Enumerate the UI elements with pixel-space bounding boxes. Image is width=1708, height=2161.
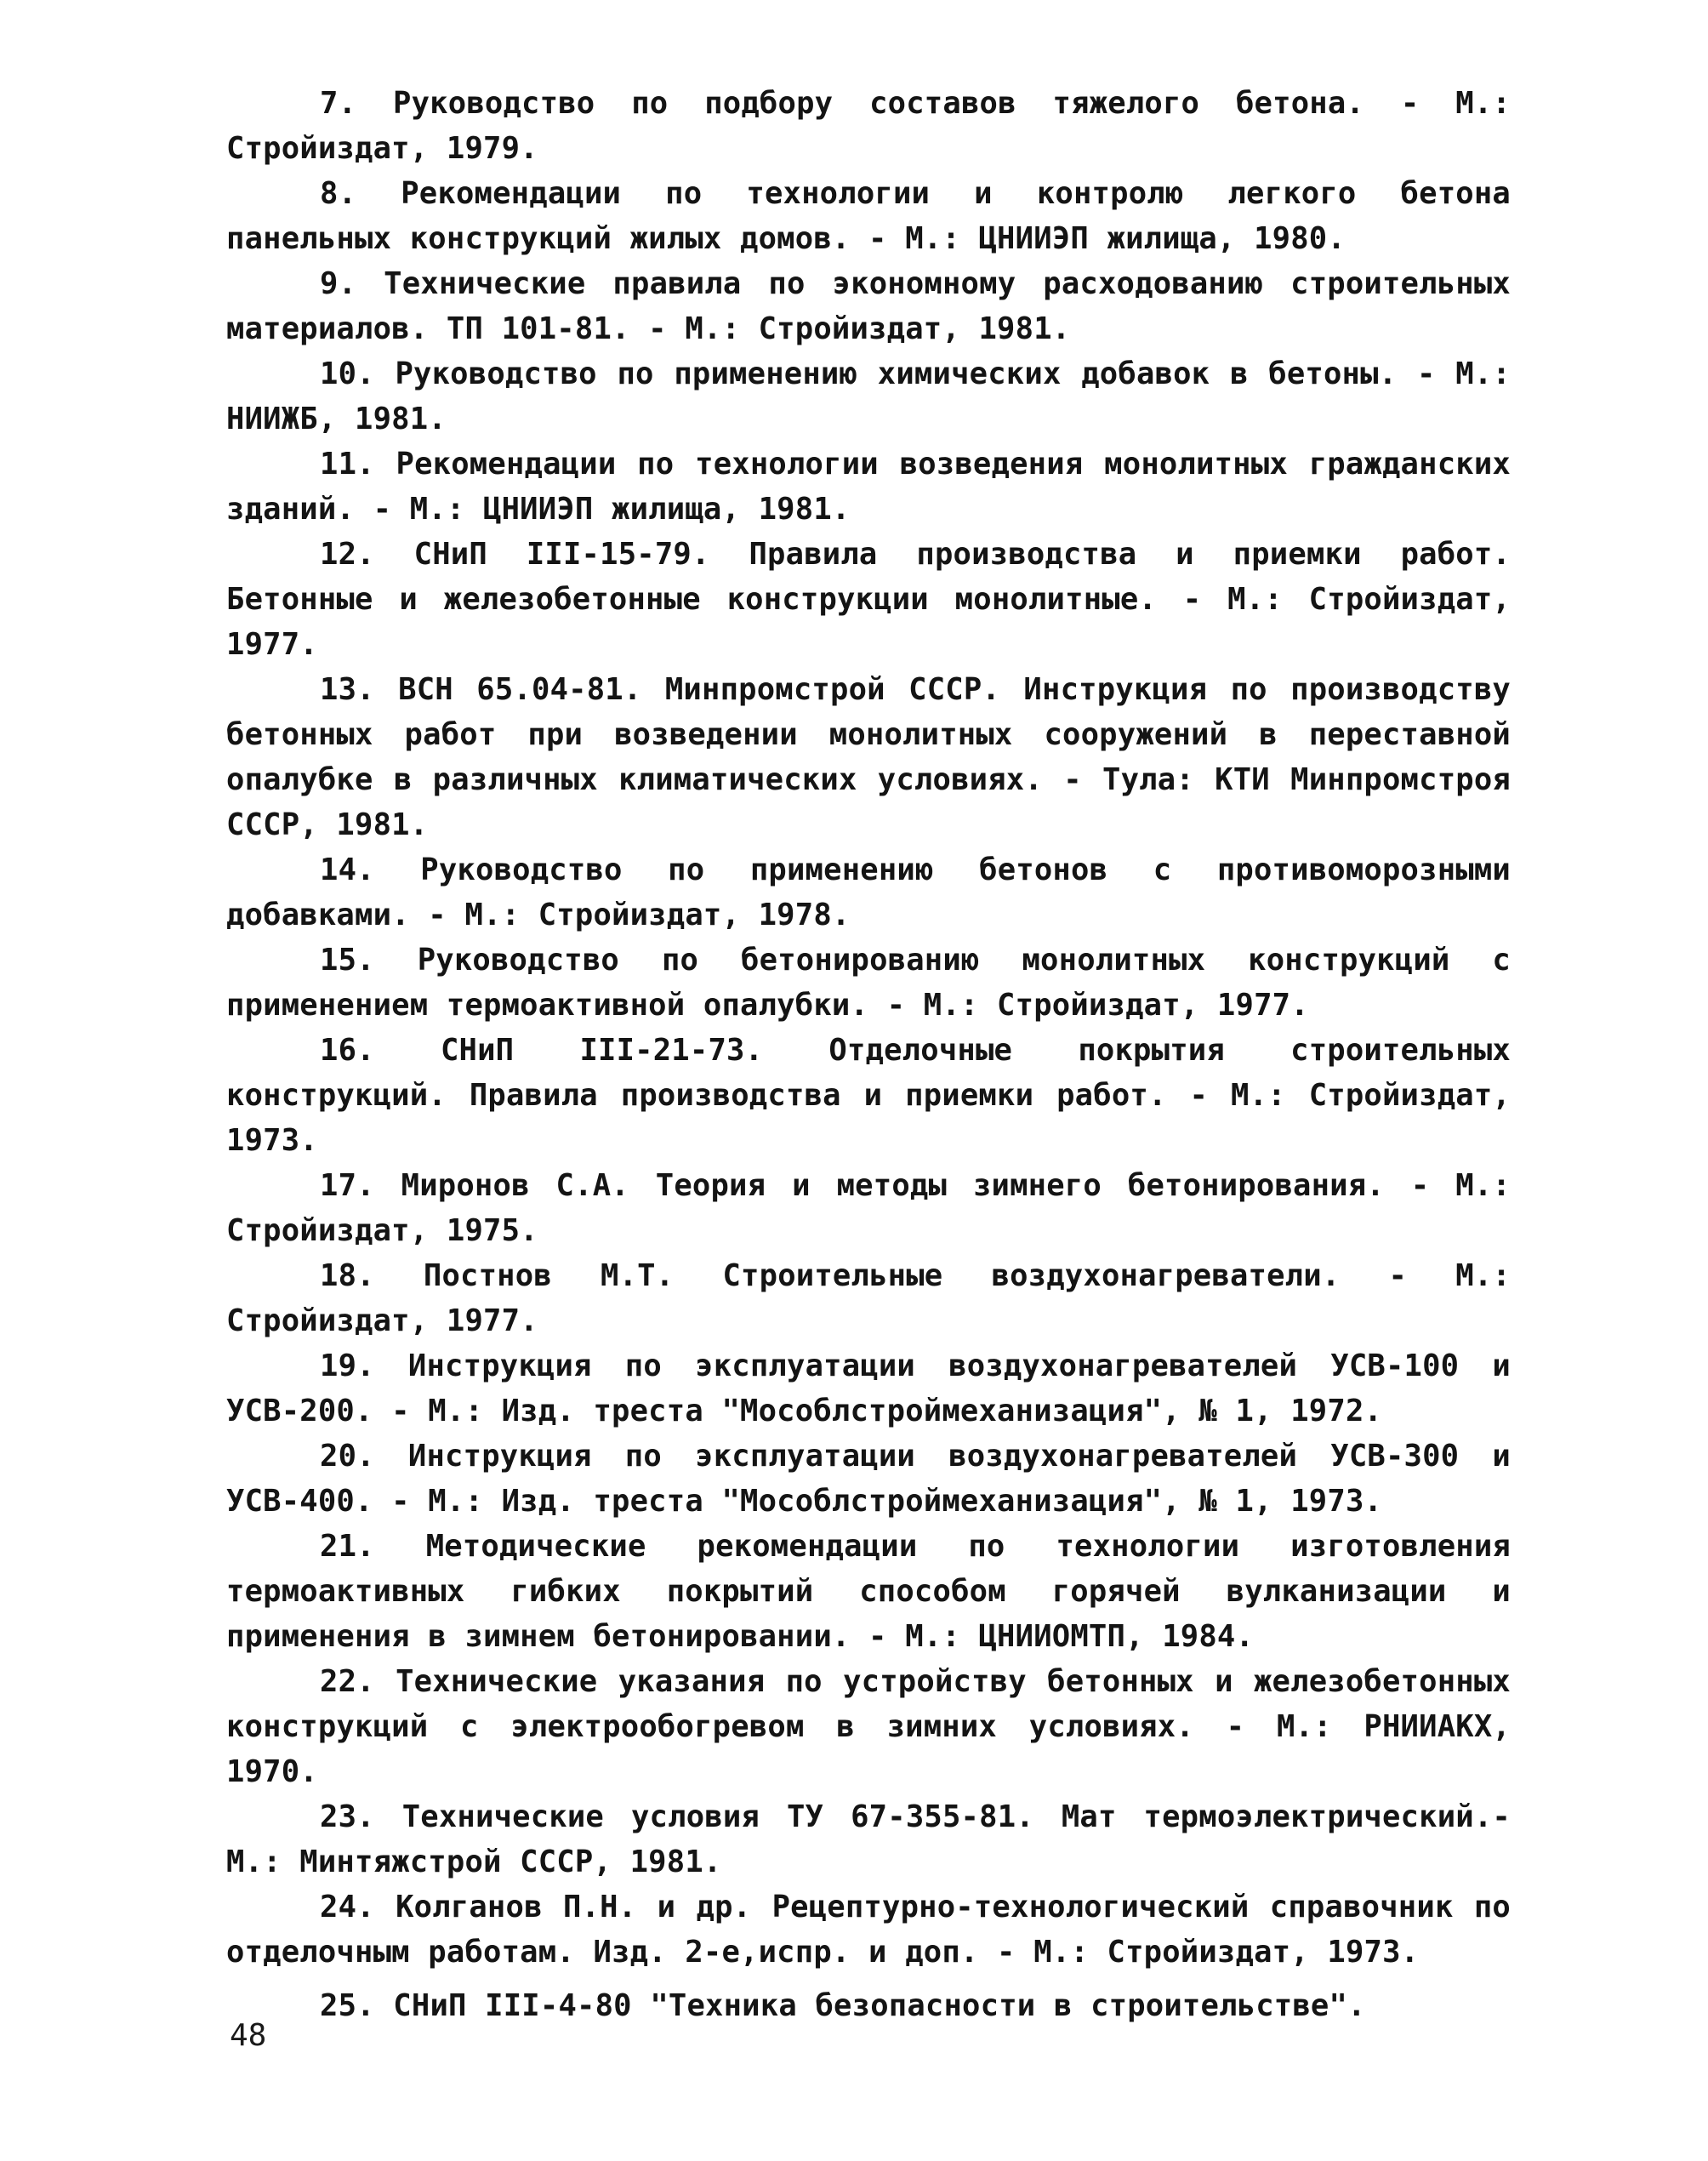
reference-text: Рекомендации по технологии и контролю легкого бетона панельных конструкций жилых домов. - М.: ЦНИИЭП жилища, 1980. <box>226 176 1511 256</box>
reference-item-22 <box>226 1659 1511 1794</box>
reference-item-7 <box>226 81 1511 171</box>
reference-text: Руководство по применению бетонов с противоморозными добавками. - М.: Стройиздат, 1978. <box>226 852 1511 932</box>
reference-number: 22. <box>320 1664 375 1699</box>
reference-number: 16. <box>320 1033 375 1068</box>
reference-number: 23. <box>320 1799 375 1834</box>
reference-number: 12. <box>320 537 375 572</box>
reference-item-17 <box>226 1163 1511 1253</box>
reference-text: Технические указания по устройству бетонных и железобетонных конструкций с электрообогревом в зимних условиях. - М.: РНИИАКХ, 1970. <box>226 1664 1511 1789</box>
reference-item-19 <box>226 1343 1511 1434</box>
reference-number: 7. <box>320 86 357 121</box>
reference-item-9 <box>226 261 1511 351</box>
reference-item-13 <box>226 667 1511 847</box>
reference-text: Технические условия ТУ 67-355-81. Мат термоэлектрический.- М.: Минтяжстрой СССР, 1981. <box>226 1799 1511 1879</box>
reference-text: Технические правила по экономному расходованию строительных материалов. ТП 101-81. - М.: Стройиздат, 1981. <box>226 266 1511 346</box>
reference-number: 24. <box>320 1890 375 1924</box>
reference-item-23 <box>226 1794 1511 1884</box>
reference-text: Инструкция по эксплуатации воздухонагревателей УСВ-100 и УСВ-200. - М.: Изд. треста "Мособлстроймеханизация", № 1, 1972. <box>226 1348 1512 1428</box>
reference-item-18 <box>226 1253 1511 1343</box>
reference-item-12 <box>226 532 1511 667</box>
reference-text: Рекомендации по технологии возведения монолитных гражданских зданий. - М.: ЦНИИЭП жилища, 1981. <box>226 447 1511 527</box>
reference-number: 9. <box>320 266 357 301</box>
reference-text: Руководство по бетонированию монолитных конструкций с применением термоактивной опалубки. - М.: Стройиздат, 1977. <box>226 943 1511 1023</box>
reference-text: СНиП III-15-79. Правила производства и приемки работ. Бетонные и железобетонные конструкции монолитные. - М.: Стройиздат, 1977. <box>226 537 1512 662</box>
reference-item-24 <box>226 1884 1511 1975</box>
reference-number: 15. <box>320 943 375 978</box>
reference-number: 19. <box>320 1348 375 1383</box>
reference-item-25 <box>226 1983 1511 2028</box>
reference-text: Постнов М.Т. Строительные воздухонагреватели. - М.: Стройиздат, 1977. <box>226 1258 1511 1338</box>
reference-number: 20. <box>320 1439 375 1474</box>
reference-text: Руководство по подбору составов тяжелого бетона. - М.: Стройиздат, 1979. <box>226 86 1511 166</box>
reference-number: 8. <box>320 176 357 211</box>
reference-text: Методические рекомендации по технологии изготовления термоактивных гибких покрытий способом горячей вулканизации и применения в зимнем бетонировании. - М.: ЦНИИОМТП, 1984. <box>226 1529 1511 1654</box>
reference-text: ВСН 65.04-81. Минпромстрой СССР. Инструкция по производству бетонных работ при возведении монолитных сооружений в переставной опалубке в различных климатических условиях. - Тула: КТИ Минпромстроя СССР, 1981. <box>226 672 1511 842</box>
reference-number: 18. <box>320 1258 375 1293</box>
page-number: 48 <box>230 2018 267 2053</box>
reference-text: СНиП III-4-80 "Техника безопасности в строительстве". <box>393 1988 1366 2023</box>
reference-item-10 <box>226 351 1511 442</box>
reference-text: Миронов С.А. Теория и методы зимнего бетонирования. - М.: Стройиздат, 1975. <box>226 1168 1511 1248</box>
reference-number: 10. <box>320 356 375 391</box>
reference-number: 13. <box>320 672 375 707</box>
reference-item-14 <box>226 847 1511 938</box>
reference-list <box>226 81 1511 2028</box>
reference-number: 25. <box>320 1988 375 2023</box>
reference-text: Руководство по применению химических добавок в бетоны. - М.: НИИЖБ, 1981. <box>226 356 1512 436</box>
reference-text: Колганов П.Н. и др. Рецептурно-технологический справочник по отделочным работам. Изд. 2-е,испр. и доп. - М.: Стройиздат, 1973. <box>226 1890 1511 1970</box>
reference-number: 14. <box>320 852 375 887</box>
reference-number: 21. <box>320 1529 375 1564</box>
reference-text: Инструкция по эксплуатации воздухонагревателей УСВ-300 и УСВ-400. - М.: Изд. треста "Мособлстроймеханизация", № 1, 1973. <box>226 1439 1512 1519</box>
reference-number: 17. <box>320 1168 375 1203</box>
reference-number: 11. <box>320 447 375 482</box>
reference-item-21 <box>226 1524 1511 1659</box>
reference-item-20 <box>226 1434 1511 1524</box>
reference-item-15 <box>226 938 1511 1028</box>
reference-text: СНиП III-21-73. Отделочные покрытия строительных конструкций. Правила производства и приемки работ. - М.: Стройиздат, 1973. <box>226 1033 1511 1158</box>
reference-item-16 <box>226 1028 1511 1163</box>
reference-item-11 <box>226 442 1511 532</box>
reference-item-8 <box>226 171 1511 261</box>
